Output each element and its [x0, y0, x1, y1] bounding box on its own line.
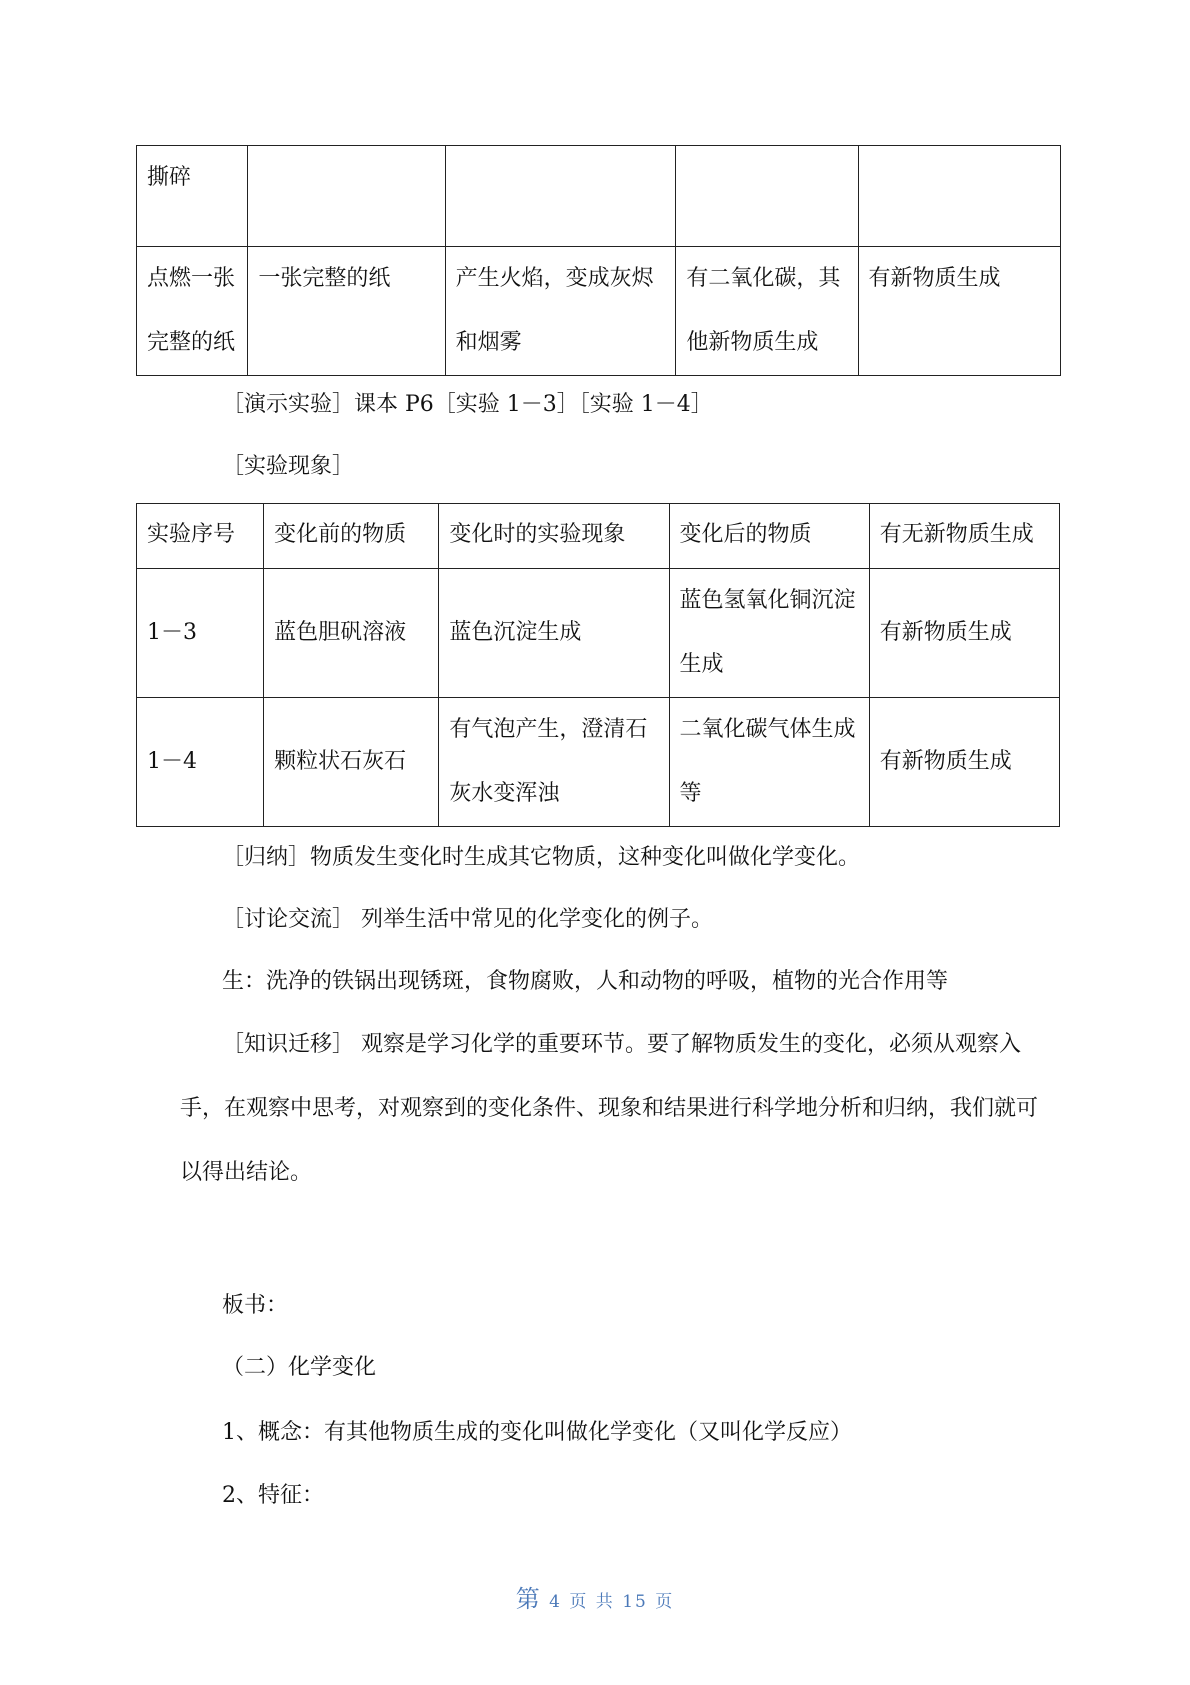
table-header: 变化前的物质 — [264, 504, 439, 569]
table-header: 变化时的实验现象 — [439, 504, 669, 569]
table-header-row — [137, 504, 1060, 569]
knowledge-transfer-paragraph — [180, 1013, 1040, 1205]
table-cell: 产生火焰，变成灰烬和烟雾 — [445, 247, 676, 376]
table-cell: 有新物质生成 — [869, 569, 1059, 698]
feature-item: 2、特征： — [222, 1483, 324, 1508]
table-cell: 点燃一张完整的纸 — [137, 247, 248, 376]
experiment-table — [136, 503, 1060, 827]
footer-ye2: 页 — [655, 1592, 675, 1612]
table-cell — [248, 146, 445, 247]
table-header: 实验序号 — [137, 504, 264, 569]
table-cell: 有气泡产生，澄清石灰水变浑浊 — [439, 698, 669, 827]
table-cell — [676, 146, 858, 247]
phenomena-label: ［实验现象］ — [222, 454, 355, 479]
table-cell: 有新物质生成 — [858, 247, 1060, 376]
discussion-paragraph: ［讨论交流］ 列举生活中常见的化学变化的例子。 — [222, 907, 713, 932]
total-pages-number: 15 — [622, 1592, 648, 1612]
concept-item: 1、概念：有其他物质生成的变化叫做化学变化（又叫化学反应） — [222, 1420, 852, 1445]
table-cell: 撕碎 — [137, 146, 248, 247]
table-cell: 有二氧化碳，其他新物质生成 — [676, 247, 858, 376]
footer-ye: 页 — [569, 1592, 589, 1612]
table-cell: 蓝色氢氧化铜沉淀生成 — [669, 569, 869, 698]
page-footer — [0, 1579, 1190, 1614]
footer-di: 第 — [515, 1585, 542, 1613]
comparison-table — [136, 145, 1061, 376]
summary-paragraph: ［归纳］物质发生变化时生成其它物质，这种变化叫做化学变化。 — [222, 845, 861, 870]
table-cell: 一张完整的纸 — [248, 247, 445, 376]
table-row — [137, 569, 1060, 698]
table-cell: 二氧化碳气体生成等 — [669, 698, 869, 827]
board-label: 板书： — [222, 1293, 289, 1318]
student-answer: 生：洗净的铁锅出现锈斑，食物腐败，人和动物的呼吸，植物的光合作用等 — [222, 969, 949, 994]
knowledge-transfer-text: ［知识迁移］ 观察是学习化学的重要环节。要了解物质发生的变化，必须从观察入手，在观察中思考，对观察到的变化条件、现象和结果进行科学地分析和归纳，我们就可以得出结论。 — [180, 1032, 1039, 1185]
table-header: 有无新物质生成 — [869, 504, 1059, 569]
table-cell: 1－4 — [137, 698, 264, 827]
section-title: （二）化学变化 — [222, 1355, 377, 1380]
demo-experiment-line: ［演示实验］课本 P6［实验 1－3］［实验 1－4］ — [222, 392, 713, 417]
table-header: 变化后的物质 — [669, 504, 869, 569]
table-cell — [858, 146, 1060, 247]
table-cell: 蓝色沉淀生成 — [439, 569, 669, 698]
table-cell: 1－3 — [137, 569, 264, 698]
current-page-number: 4 — [549, 1592, 562, 1612]
table-cell — [445, 146, 676, 247]
table-cell: 颗粒状石灰石 — [264, 698, 439, 827]
table-cell: 有新物质生成 — [869, 698, 1059, 827]
footer-gong: 共 — [595, 1592, 615, 1612]
table-row — [137, 247, 1061, 376]
table-row — [137, 698, 1060, 827]
table-cell: 蓝色胆矾溶液 — [264, 569, 439, 698]
table-row — [137, 146, 1061, 247]
